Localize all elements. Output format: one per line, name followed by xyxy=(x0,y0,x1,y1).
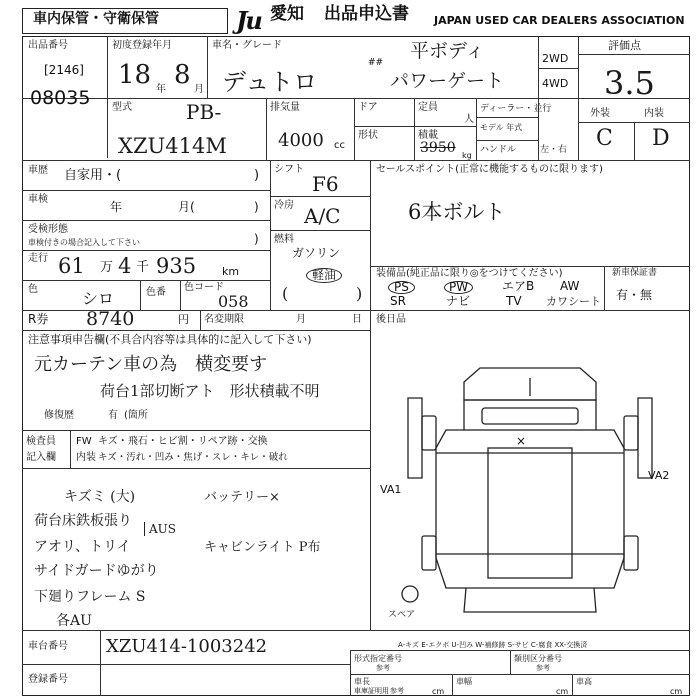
repair-label: 修復歴 xyxy=(44,410,74,421)
comment-1: キズミ (大) xyxy=(64,489,136,505)
comment-3b: AUS xyxy=(144,522,176,536)
reg-label: 初度登録年月 xyxy=(112,40,172,51)
type-label: 型式 xyxy=(112,102,132,113)
usage-value: 自家用・( xyxy=(64,168,122,183)
handle-label: ハンドル xyxy=(480,145,517,155)
equip-navi: ナビ xyxy=(446,294,471,308)
rating-divider xyxy=(578,54,690,55)
shift-label: シフト xyxy=(274,164,304,175)
drive-divider xyxy=(538,68,578,69)
lot-label: 出品番号 xyxy=(28,40,68,51)
row-divider xyxy=(22,280,270,281)
org-english: JAPAN USED CAR DEALERS ASSOCIATION xyxy=(434,14,685,27)
class-label: 類別区分番号 xyxy=(514,654,562,663)
fuel-value2: 軽油 xyxy=(306,268,342,283)
comment-5: 下廻りフレーム S xyxy=(34,589,146,605)
comment-4: サイドガードゆがり xyxy=(34,563,159,579)
mileage-d3: 935 xyxy=(156,254,197,278)
row-divider xyxy=(22,330,370,331)
col-divider xyxy=(452,674,453,696)
rear-label: 後日品 xyxy=(376,314,406,325)
diagram-label-left: VA1 xyxy=(380,483,402,496)
col-divider xyxy=(370,160,371,310)
grade: パワーゲート xyxy=(390,70,505,92)
inspection-close: ) xyxy=(254,200,259,214)
col-divider xyxy=(207,36,208,98)
col-divider xyxy=(510,650,511,674)
ac-value: A/C xyxy=(304,204,341,228)
ju-logo: Ju xyxy=(236,6,261,35)
capacity-unit: 人 xyxy=(464,114,474,125)
int-label: 内装 xyxy=(644,108,664,119)
chassis-label: 車台番号 xyxy=(28,641,68,652)
inspection-month: 月( xyxy=(178,200,195,214)
comment-right-2: キャビンライト P布 xyxy=(204,540,321,555)
rating-divider xyxy=(634,122,635,160)
chassis-value: XZU414-1003242 xyxy=(106,636,268,657)
org-name: 愛知 xyxy=(270,4,304,24)
mileage-d2: 4 xyxy=(118,254,132,278)
col-divider xyxy=(414,98,415,160)
comment-6: 各AU xyxy=(56,613,92,629)
ext-grade: C xyxy=(596,126,613,151)
ext-label: 外装 xyxy=(590,108,610,119)
row-divider xyxy=(22,430,370,431)
fuel-value: ガソリン xyxy=(292,246,341,260)
mileage-u2: 千 xyxy=(136,260,150,275)
dealer-label: ディーラー・並行 xyxy=(480,104,552,114)
inspection-label: 車検 xyxy=(28,194,48,205)
col-divider xyxy=(604,266,605,310)
handle-value: 左・右 xyxy=(540,145,568,155)
sales-label: セールスポイント(正常に機能するものに限ります) xyxy=(376,164,603,175)
row-divider xyxy=(270,230,370,231)
col-divider xyxy=(70,430,71,468)
row-divider xyxy=(22,98,690,99)
height-unit: cm xyxy=(670,687,683,696)
notes-line2: 荷台1部切断アト 形状積載不明 xyxy=(100,382,320,400)
diagram-side-left xyxy=(408,398,422,478)
color-code2: 058 xyxy=(218,292,249,311)
col-divider xyxy=(476,98,477,160)
col-divider xyxy=(266,98,267,160)
usage-close: ) xyxy=(254,168,260,183)
width-unit: cm xyxy=(556,687,569,696)
row-divider xyxy=(370,266,690,267)
model-name: デュトロ xyxy=(222,68,318,96)
inspector-label2: 記入欄 xyxy=(26,452,56,463)
col-divider xyxy=(354,98,355,160)
reg-year-suffix: 年 xyxy=(156,84,166,95)
reg-month: 8 xyxy=(174,60,191,90)
mileage-u1: 万 xyxy=(100,260,114,275)
reg-month-suffix: 月 xyxy=(194,84,204,95)
notes-line1: 元カーテン車の為 横変要す xyxy=(34,354,268,375)
row-divider xyxy=(350,674,690,675)
capacity-label: 定員 xyxy=(418,102,438,113)
in-items: キズ・汚れ・凹み・焦げ・スレ・キレ・破れ xyxy=(98,452,288,463)
fw-label: FW xyxy=(76,436,92,447)
rating-label: 評価点 xyxy=(608,39,641,52)
diagram-spare-label: スペア xyxy=(388,610,416,620)
height-label: 車高 xyxy=(576,677,592,686)
mileage-unit: km xyxy=(222,265,240,278)
fuel-paren-close: ) xyxy=(356,284,363,303)
spec-label: 形式指定番号 xyxy=(354,654,402,663)
diagram-wheel-rl xyxy=(422,536,436,570)
width-label: 車幅 xyxy=(456,677,472,686)
equip-ps: PS xyxy=(388,281,415,294)
spec-ref: 参考 xyxy=(376,664,390,672)
diagram-wheel-fl xyxy=(422,416,436,450)
grade-mark: ## xyxy=(368,58,384,68)
drive-4wd: 4WD xyxy=(542,77,569,90)
deadline-day: 日 xyxy=(352,314,362,325)
price-value: 8740 xyxy=(86,308,135,330)
storage-badge xyxy=(22,8,228,34)
recycle-label: 受検形態 xyxy=(28,224,68,235)
fuel-label: 燃料 xyxy=(274,234,294,245)
car-diagram xyxy=(400,358,660,628)
diagram-mark: × xyxy=(516,434,527,448)
col-divider xyxy=(200,310,201,330)
equipment-label: 装備品(純正品に限り◎をつけてください) xyxy=(376,268,563,279)
cell-divider xyxy=(476,117,538,118)
row-divider xyxy=(22,630,690,631)
row-divider xyxy=(22,160,690,161)
mileage-label: 走行 xyxy=(28,253,48,264)
diagram-rear xyxy=(464,588,596,612)
door-label: ドア xyxy=(358,102,378,113)
int-grade: D xyxy=(652,126,670,151)
col-divider xyxy=(270,160,271,310)
sales-text: 6本ボルト xyxy=(408,200,506,224)
type-prefix: PB- xyxy=(186,100,222,124)
length-unit: cm xyxy=(432,687,445,696)
col-divider xyxy=(100,630,101,696)
equip-tv: TV xyxy=(506,294,522,308)
color-label: 色 xyxy=(28,284,38,295)
diagram-legend: A-キズ E-エクボ U-凹み W-補修跡 S-サビ C-腐食 XX-交換済 xyxy=(398,641,588,649)
col-divider xyxy=(107,36,108,158)
equipment-grid xyxy=(378,280,602,310)
diagram-bed xyxy=(488,448,572,578)
in-label: 内装 xyxy=(76,452,96,463)
col-divider xyxy=(370,310,371,630)
length-label: 車長 xyxy=(354,677,370,686)
notes-label: 注意事項申告欄(不具合内容等は具体的に記入して下さい) xyxy=(28,333,312,346)
row-divider xyxy=(22,468,370,469)
color-code2-label: 色コード xyxy=(184,282,224,293)
body-type: 平ボディ xyxy=(410,40,485,62)
lot-bracket: [2146] xyxy=(44,63,84,77)
deadline-label: 名変期限 xyxy=(204,314,244,325)
equip-aw: AW xyxy=(560,279,580,293)
recycle-note: 車検付きの場合記入して下さい xyxy=(28,238,140,247)
inspection-year: 年 xyxy=(110,200,123,214)
deadline-month: 月 xyxy=(296,314,306,325)
col-divider xyxy=(350,650,351,696)
row-divider xyxy=(270,196,370,197)
load-label: 積載 xyxy=(418,130,438,141)
equip-leather: カワシート xyxy=(546,295,601,308)
equip-airbag: エアB xyxy=(502,279,535,293)
load-value: 3950 xyxy=(420,140,456,156)
name-label: 車名・グレード xyxy=(212,40,282,51)
model-code: XZU414M xyxy=(118,134,227,158)
diagram-spare xyxy=(402,586,418,602)
mileage-d1: 61 xyxy=(58,254,85,278)
fw-items: キズ・飛石・ヒビ割・リペア跡・交換 xyxy=(98,436,268,447)
displacement-label: 排気量 xyxy=(270,102,300,113)
price-unit: 円 xyxy=(178,313,189,326)
diagram-side-right xyxy=(638,398,652,478)
rating-value: 3.5 xyxy=(604,64,655,102)
price-label: R券 xyxy=(28,312,49,326)
usage-label: 車歴 xyxy=(28,165,48,176)
row-divider xyxy=(22,250,270,251)
lot-number: 08035 xyxy=(30,87,91,109)
cert-ref: 参考 xyxy=(390,687,404,695)
model-year-label: モデル 年式 xyxy=(480,123,523,132)
col-divider xyxy=(572,674,573,696)
diagram-label-right: VA2 xyxy=(648,469,670,482)
row-divider xyxy=(22,190,270,191)
equip-sr: SR xyxy=(390,294,406,308)
warranty-label: 新車保証書 xyxy=(612,268,658,278)
col-divider xyxy=(180,280,181,310)
diagram-wheel-rr xyxy=(624,536,638,570)
drive-2wd: 2WD xyxy=(542,52,569,65)
form-title: 出品申込書 xyxy=(324,4,409,24)
diagram-windshield xyxy=(482,408,578,424)
reg-year: 18 xyxy=(118,60,152,90)
storage-text: 車内保管・守衛保管 xyxy=(33,11,159,27)
cell-divider xyxy=(354,126,476,127)
col-divider xyxy=(140,280,141,310)
cell-divider xyxy=(476,140,538,141)
ac-label: 冷房 xyxy=(274,200,294,211)
diagram-body xyxy=(436,430,624,588)
plate-label: 登録番号 xyxy=(28,674,68,685)
comment-3: アオリ、トリイ xyxy=(34,539,131,555)
diagram-wheel-fr xyxy=(624,416,638,450)
color-value: シロ xyxy=(82,289,115,308)
comment-2: 荷台床鉄板張り xyxy=(34,513,132,529)
row-divider xyxy=(22,220,270,221)
row-divider xyxy=(350,650,690,651)
cert-label: 車庫証明用 xyxy=(354,687,389,695)
warranty-value: 有・無 xyxy=(616,288,653,302)
load-unit: kg xyxy=(462,151,472,160)
color-code-label: 色番 xyxy=(146,287,166,298)
col-divider xyxy=(538,36,539,160)
repair-paren: (箇所 xyxy=(124,410,148,421)
repair-value: 有 xyxy=(108,410,118,421)
recycle-close: ) xyxy=(254,232,259,246)
form-label: 形状 xyxy=(358,130,378,141)
inspector-label1: 検査員 xyxy=(26,436,56,447)
equip-pw: PW xyxy=(444,281,473,294)
displacement-value: 4000 xyxy=(278,130,324,151)
shift-value: F6 xyxy=(312,172,339,196)
comment-right-1: バッテリー× xyxy=(204,490,280,505)
diagram-cab xyxy=(464,400,596,430)
fuel-paren-open: ( xyxy=(282,284,289,303)
displacement-unit: cc xyxy=(334,140,345,151)
class-ref: 参考 xyxy=(536,664,550,672)
row-divider xyxy=(22,664,350,665)
